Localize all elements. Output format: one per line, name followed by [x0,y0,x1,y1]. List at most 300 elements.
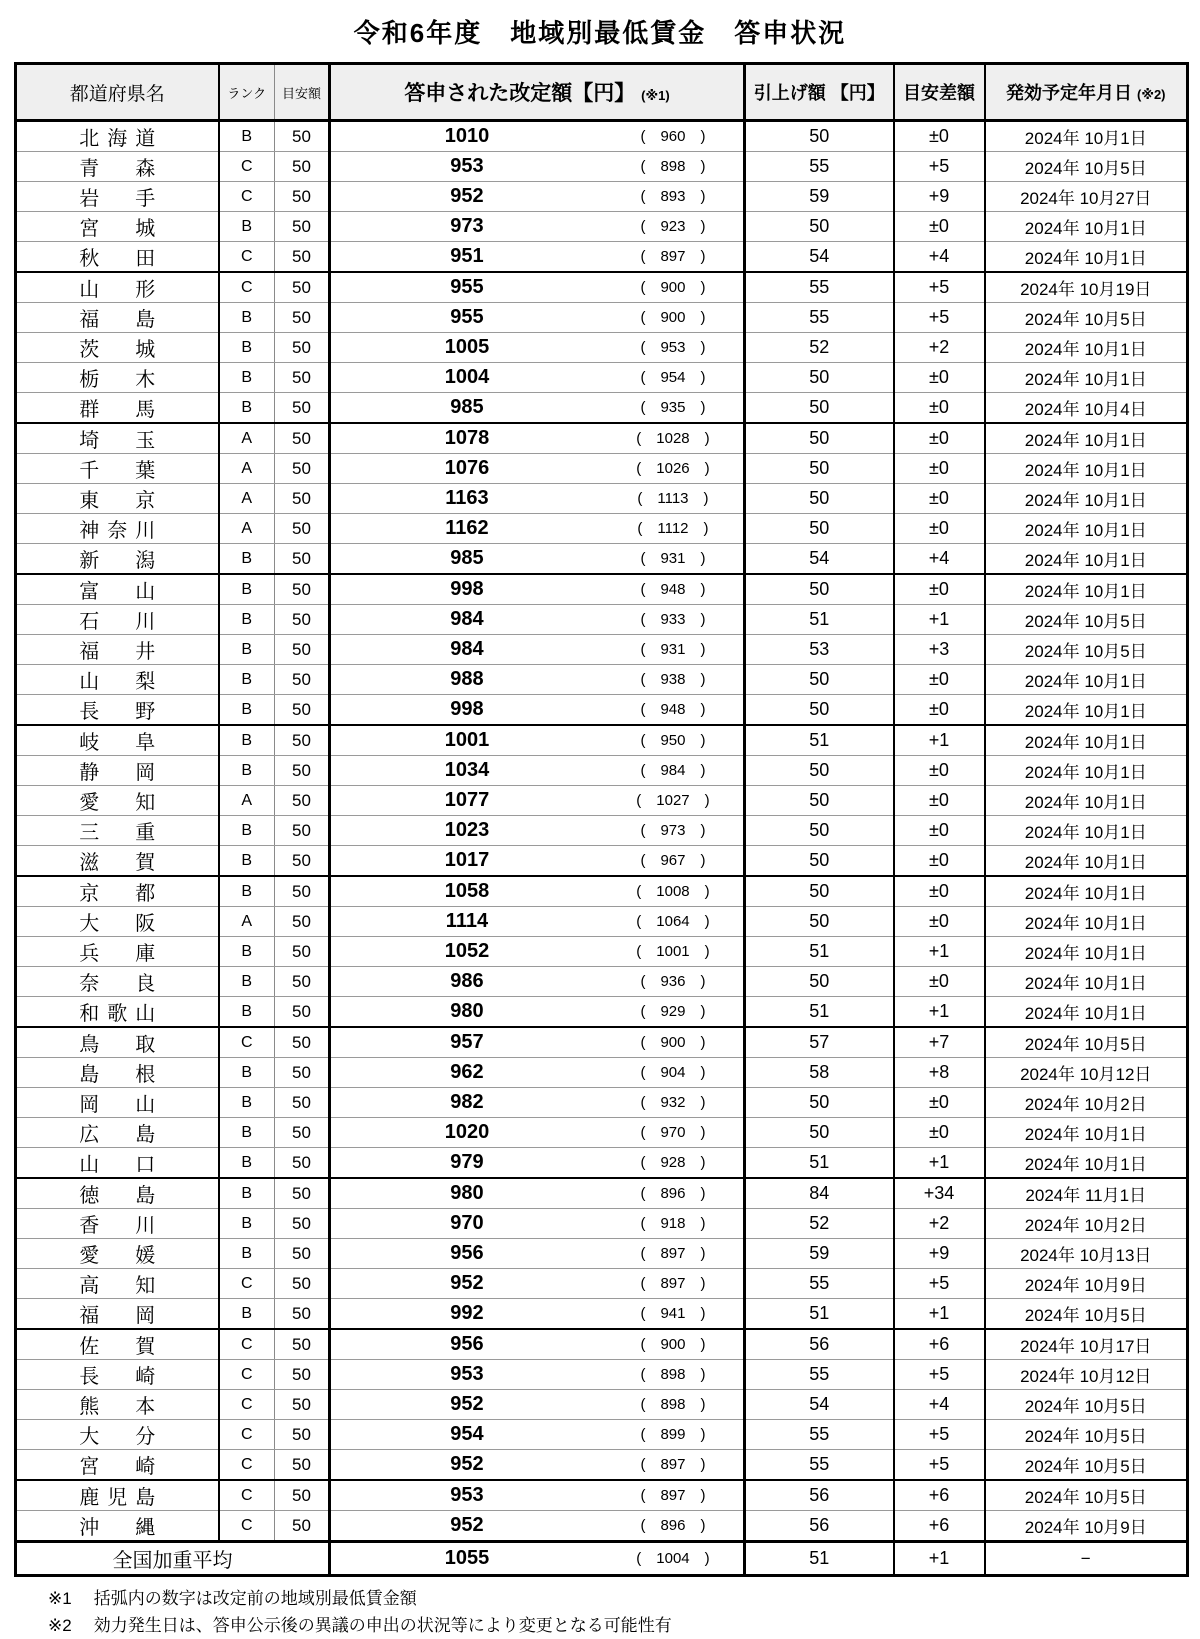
effective-date-header-note: (※2) [1136,87,1166,102]
rank-cell: B [219,212,275,242]
guideline-cell: 50 [275,1360,330,1390]
paren-open: ( [640,309,646,326]
paren-open: ( [640,852,646,869]
guideline-cell: 50 [275,1027,330,1058]
rank-cell: B [219,605,275,635]
paren-open: ( [640,581,646,598]
paren-close: ) [700,1426,706,1443]
revised-amount-cell [330,152,745,182]
rank-cell: B [219,1299,275,1330]
guideline-diff-cell: +5 [894,303,985,333]
guideline-diff-cell: +2 [894,333,985,363]
effective-date-cell: 2024年 10月13日 [985,1239,1188,1269]
prefecture-cell [16,1390,219,1420]
prefecture-cell [16,1058,219,1088]
previous-amount [603,641,743,658]
guideline-diff-cell: ±0 [894,907,985,937]
prefecture-cell [16,937,219,967]
guideline-cell: 50 [275,544,330,575]
previous-amount [603,188,743,205]
previous-amount [603,1064,743,1081]
effective-date-cell: 2024年 10月17日 [985,1329,1188,1360]
revised-amount: 985 [450,396,484,418]
increase-cell: 84 [745,1178,894,1209]
increase-cell: 50 [745,121,894,152]
paren-close: ) [700,1124,706,1141]
rank-cell: B [219,121,275,152]
revised-amount: 973 [450,215,484,237]
previous-amount [603,1396,743,1413]
increase-cell: 58 [745,1058,894,1088]
guideline-diff-cell: ±0 [894,514,985,544]
previous-value: 898 [660,1396,686,1413]
increase-cell: 50 [745,876,894,907]
guideline-diff-cell: +1 [894,725,985,756]
revised-amount: 956 [450,1242,484,1264]
effective-date-cell: 2024年 10月1日 [985,363,1188,393]
paren-open: ( [640,550,646,567]
rank-cell: C [219,1390,275,1420]
previous-amount [603,1517,743,1534]
rank-cell: B [219,997,275,1028]
effective-date-cell: 2024年 10月1日 [985,514,1188,544]
revised-amount: 1004 [444,366,490,388]
revised-amount-cell [330,544,745,575]
table-row [16,1511,1188,1542]
rank-cell: B [219,1058,275,1088]
guideline-diff-cell: ±0 [894,846,985,877]
previous-value: 932 [660,1094,686,1111]
previous-value: 984 [660,762,686,779]
paren-open: ( [636,1550,642,1567]
previous-value: 897 [660,1245,686,1262]
guideline-diff-cell: ±0 [894,393,985,424]
effective-date-cell: 2024年 10月1日 [985,423,1188,454]
paren-open: ( [640,188,646,205]
paren-close: ) [700,1154,706,1171]
paren-close: ) [700,1275,706,1292]
paren-open: ( [640,1215,646,1232]
prefecture-cell [16,242,219,273]
prefecture-name: 大 分 [79,1426,156,1448]
paren-close: ) [700,973,706,990]
prefecture-cell [16,1329,219,1360]
revised-amount: 1162 [445,517,489,539]
paren-close: ) [700,248,706,265]
table-row [16,1027,1188,1058]
guideline-cell: 50 [275,816,330,846]
revised-amount-cell [330,756,745,786]
paren-close: ) [700,641,706,658]
prefecture-cell [16,333,219,363]
revised-amount: 998 [450,578,484,600]
revised-amount-cell [330,303,745,333]
table-row [16,725,1188,756]
increase-cell: 51 [745,997,894,1028]
previous-value: 950 [660,732,686,749]
revised-amount-cell [330,1178,745,1209]
rank-cell: B [219,756,275,786]
paren-close: ) [704,883,710,900]
previous-value: 967 [660,852,686,869]
col-header-guideline: 目安額 [275,64,330,121]
increase-cell: 51 [745,937,894,967]
revised-amount: 970 [450,1212,484,1234]
prefecture-name: 岩 手 [79,188,156,210]
total-previous-amount [603,1550,743,1567]
revised-amount-cell [330,635,745,665]
paren-open: ( [640,822,646,839]
previous-amount [603,520,743,537]
revised-amount: 952 [450,1393,484,1415]
rank-cell: C [219,182,275,212]
paren-open: ( [640,279,646,296]
revised-amount-cell [330,1239,745,1269]
prefecture-name: 高 知 [79,1275,156,1297]
previous-value: 948 [660,581,686,598]
paren-close: ) [700,1305,706,1322]
previous-amount [603,158,743,175]
rank-cell: B [219,333,275,363]
guideline-diff-cell: ±0 [894,363,985,393]
prefecture-name: 愛 媛 [79,1245,156,1267]
guideline-cell: 50 [275,1269,330,1299]
prefecture-cell [16,1299,219,1330]
previous-value: 948 [660,701,686,718]
paren-close: ) [700,1336,706,1353]
guideline-diff-cell: ±0 [894,423,985,454]
guideline-diff-cell: +5 [894,1450,985,1481]
prefecture-cell [16,1269,219,1299]
guideline-diff-cell: ±0 [894,816,985,846]
rank-cell: B [219,816,275,846]
previous-amount [603,339,743,356]
total-label: 全国加重平均 [16,1542,330,1576]
increase-cell: 50 [745,1118,894,1148]
revised-amount-cell [330,876,745,907]
increase-cell: 56 [745,1329,894,1360]
increase-cell: 50 [745,846,894,877]
increase-cell: 55 [745,303,894,333]
revised-amount-cell [330,786,745,816]
previous-value: 896 [660,1517,686,1534]
guideline-cell: 50 [275,967,330,997]
previous-value: 904 [660,1064,686,1081]
guideline-cell: 50 [275,695,330,726]
paren-open: ( [640,399,646,416]
guideline-cell: 50 [275,1209,330,1239]
table-row [16,152,1188,182]
previous-amount [603,1003,743,1020]
revised-amount-header-note: (※1) [641,88,670,103]
guideline-diff-cell: +5 [894,1269,985,1299]
paren-open: ( [636,430,642,447]
revised-amount-cell [330,1299,745,1330]
prefecture-cell [16,846,219,877]
effective-date-cell: 2024年 10月5日 [985,1480,1188,1511]
paren-close: ) [700,339,706,356]
increase-cell: 50 [745,695,894,726]
prefecture-name: 長 崎 [79,1366,156,1388]
revised-amount-cell [330,393,745,424]
previous-value: 933 [660,611,686,628]
prefecture-cell [16,1178,219,1209]
footnote-1-mark: ※1 [48,1589,72,1608]
table-row [16,1329,1188,1360]
increase-cell: 56 [745,1511,894,1542]
prefecture-cell [16,725,219,756]
revised-amount: 954 [450,1423,484,1445]
previous-amount [603,1215,743,1232]
table-row [16,756,1188,786]
paren-close: ) [700,1245,706,1262]
revised-amount: 955 [450,306,484,328]
paren-open: ( [640,1487,646,1504]
guideline-cell: 50 [275,1420,330,1450]
previous-value: 1028 [656,430,690,447]
paren-open: ( [640,1426,646,1443]
revised-amount-cell [330,212,745,242]
revised-amount: 1005 [444,336,490,358]
revised-amount-cell [330,121,745,152]
revised-amount: 1163 [445,487,489,509]
paren-open: ( [640,339,646,356]
effective-date-cell: 2024年 10月5日 [985,1390,1188,1420]
revised-amount: 1077 [444,789,490,811]
increase-cell: 50 [745,514,894,544]
previous-amount [603,1426,743,1443]
prefecture-name: 東 京 [79,490,156,512]
guideline-diff-cell: ±0 [894,484,985,514]
table-row [16,1269,1188,1299]
revised-amount: 992 [450,1302,484,1324]
revised-amount-cell [330,997,745,1028]
effective-date-cell: 2024年 10月19日 [985,272,1188,303]
increase-cell: 54 [745,242,894,273]
guideline-diff-cell: +1 [894,605,985,635]
paren-close: ) [704,943,710,960]
revised-amount-header-text: 答申された改定額【円】 [404,82,636,105]
rank-cell: B [219,1088,275,1118]
paren-open: ( [640,128,646,145]
guideline-cell: 50 [275,665,330,695]
prefecture-name: 千 葉 [79,460,156,482]
guideline-diff-cell: +3 [894,635,985,665]
table-row [16,363,1188,393]
paren-open: ( [640,762,646,779]
guideline-diff-cell: ±0 [894,1088,985,1118]
guideline-diff-cell: +1 [894,1148,985,1179]
revised-amount: 984 [450,608,484,630]
footnotes [48,1585,1200,1639]
table-row [16,272,1188,303]
paren-open: ( [636,792,642,809]
rank-cell: B [219,544,275,575]
effective-date-cell: 2024年 10月5日 [985,1027,1188,1058]
revised-amount-cell [330,333,745,363]
paren-close: ) [704,1550,710,1567]
table-row [16,665,1188,695]
revised-amount-cell [330,1480,745,1511]
rank-cell: B [219,635,275,665]
rank-cell: A [219,423,275,454]
prefecture-name: 福 岡 [79,1305,156,1327]
guideline-cell: 50 [275,423,330,454]
rank-cell: C [219,1480,275,1511]
previous-amount [603,1124,743,1141]
prefecture-name: 滋 賀 [79,852,156,874]
effective-date-cell: 2024年 10月1日 [985,242,1188,273]
prefecture-cell [16,1088,219,1118]
increase-cell: 55 [745,152,894,182]
previous-amount [603,460,743,477]
guideline-diff-cell: ±0 [894,756,985,786]
previous-amount [603,128,743,145]
revised-amount: 952 [450,1272,484,1294]
previous-amount [603,581,743,598]
paren-close: ) [700,550,706,567]
effective-date-cell: 2024年 10月1日 [985,786,1188,816]
prefecture-name: 広 島 [79,1124,156,1146]
previous-amount [603,490,743,507]
table-row [16,212,1188,242]
guideline-cell: 50 [275,242,330,273]
revised-amount-cell [330,846,745,877]
increase-cell: 51 [745,1299,894,1330]
increase-cell: 50 [745,967,894,997]
prefecture-cell [16,1511,219,1542]
paren-open: ( [636,913,642,930]
previous-value: 1008 [656,883,690,900]
prefecture-name: 三 重 [79,822,156,844]
rank-cell: C [219,1420,275,1450]
paren-open: ( [640,641,646,658]
paren-open: ( [640,1124,646,1141]
revised-amount: 1017 [444,849,490,871]
paren-close: ) [700,1396,706,1413]
paren-open: ( [640,1034,646,1051]
revised-amount: 988 [450,668,484,690]
increase-cell: 54 [745,544,894,575]
rank-cell: B [219,937,275,967]
previous-value: 935 [660,399,686,416]
effective-date-cell: 2024年 10月1日 [985,1148,1188,1179]
guideline-diff-cell: +9 [894,182,985,212]
prefecture-name: 埼 玉 [79,430,156,452]
paren-close: ) [700,1487,706,1504]
table-row [16,1118,1188,1148]
prefecture-cell [16,1420,219,1450]
paren-close: ) [700,852,706,869]
prefecture-cell [16,272,219,303]
effective-date-cell: 2024年 10月1日 [985,574,1188,605]
guideline-cell: 50 [275,152,330,182]
paren-close: ) [700,309,706,326]
revised-amount-cell [330,907,745,937]
prefecture-name: 鹿 児 島 [79,1487,156,1509]
effective-date-cell: 2024年 10月5日 [985,605,1188,635]
guideline-cell: 50 [275,574,330,605]
effective-date-cell: 2024年 10月1日 [985,756,1188,786]
revised-amount: 1076 [444,457,490,479]
previous-value: 900 [660,1034,686,1051]
previous-value: 898 [660,158,686,175]
guideline-cell: 50 [275,363,330,393]
prefecture-name: 群 馬 [79,399,156,421]
prefecture-cell [16,1239,219,1269]
guideline-diff-cell: +5 [894,1420,985,1450]
header-row [16,64,1188,121]
guideline-cell: 50 [275,1239,330,1269]
previous-value: 931 [660,550,686,567]
guideline-diff-cell: +1 [894,937,985,967]
guideline-cell: 50 [275,1178,330,1209]
table-row [16,1450,1188,1481]
paren-close: ) [700,158,706,175]
paren-close: ) [700,128,706,145]
revised-amount-cell [330,272,745,303]
paren-open: ( [640,671,646,688]
revised-amount: 1010 [444,125,490,147]
prefecture-cell [16,454,219,484]
increase-cell: 55 [745,1269,894,1299]
previous-amount [603,1034,743,1051]
table-row [16,484,1188,514]
revised-amount-cell [330,1148,745,1179]
prefecture-name: 鳥 取 [79,1034,156,1056]
prefecture-cell [16,1148,219,1179]
rank-cell: B [219,303,275,333]
effective-date-cell: 2024年 10月1日 [985,333,1188,363]
increase-cell: 54 [745,1390,894,1420]
prefecture-name: 栃 木 [79,369,156,391]
table-row [16,605,1188,635]
rank-cell: B [219,1209,275,1239]
rank-cell: C [219,242,275,273]
total-effective-date: − [985,1542,1188,1576]
paren-close: ) [700,762,706,779]
increase-cell: 50 [745,393,894,424]
paren-close: ) [700,732,706,749]
rank-cell: C [219,152,275,182]
paren-close: ) [700,369,706,386]
prefecture-name: 熊 本 [79,1396,156,1418]
guideline-cell: 50 [275,997,330,1028]
guideline-diff-cell: +9 [894,1239,985,1269]
previous-amount [603,218,743,235]
previous-amount [603,701,743,718]
revised-amount: 1114 [445,910,489,932]
increase-cell: 50 [745,816,894,846]
increase-cell: 50 [745,1088,894,1118]
effective-date-cell: 2024年 10月1日 [985,725,1188,756]
paren-open: ( [640,1275,646,1292]
guideline-cell: 50 [275,756,330,786]
previous-amount [603,369,743,386]
revised-amount: 979 [450,1151,484,1173]
increase-cell: 50 [745,212,894,242]
increase-cell: 50 [745,574,894,605]
guideline-cell: 50 [275,1480,330,1511]
paren-close: ) [700,1215,706,1232]
guideline-diff-cell: +4 [894,544,985,575]
previous-amount [603,1245,743,1262]
guideline-cell: 50 [275,846,330,877]
prefecture-name: 島 根 [79,1064,156,1086]
previous-value: 1027 [656,792,690,809]
paren-close: ) [700,1064,706,1081]
effective-date-cell: 2024年 10月5日 [985,635,1188,665]
